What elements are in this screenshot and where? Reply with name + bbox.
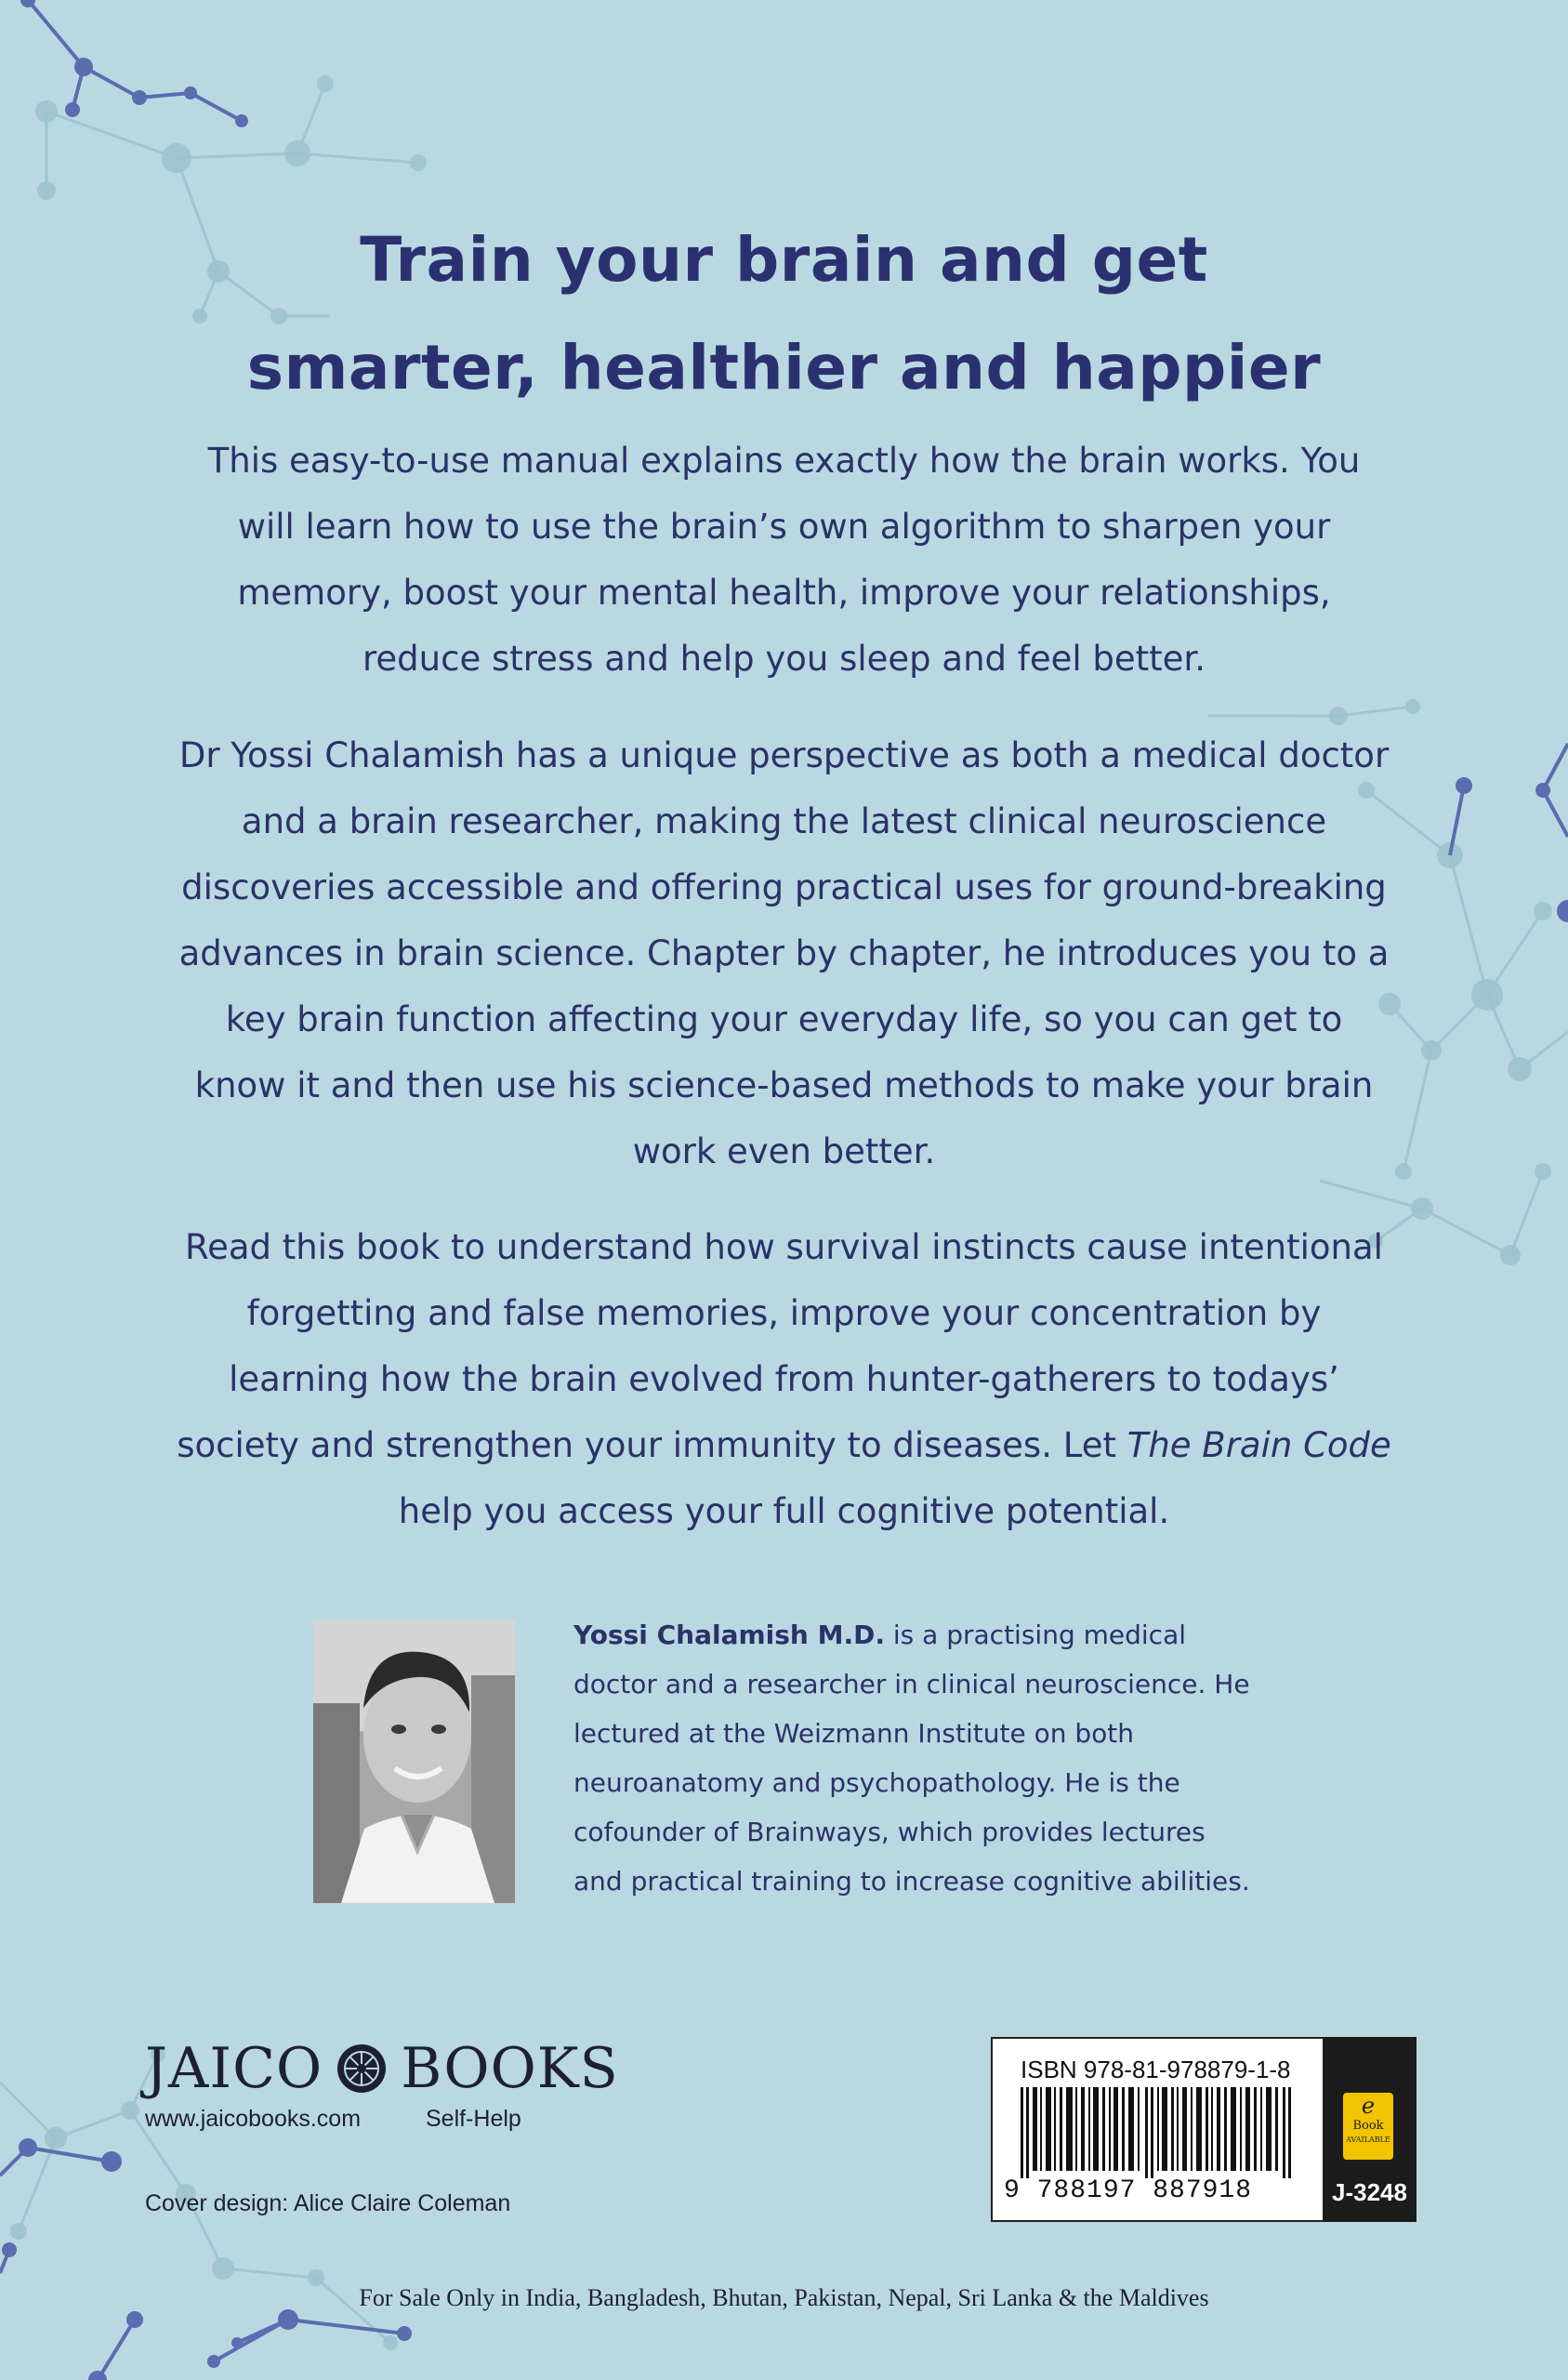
author-photo [313,1620,515,1903]
headline [186,206,1382,422]
description-paragraph-3 [177,1214,1391,1544]
publisher-emblem-icon [336,2043,388,2095]
ebook-badge-e: e [1361,2093,1376,2119]
ebook-badge-book: Book [1352,2119,1384,2133]
barcode-icon [1021,2087,1299,2178]
publisher-name-left: JAICO [145,2036,323,2101]
description-paragraph-1: This easy-to-use manual explains exactly how the brain works. You will learn how to use the brain’s own algorithm to sharpen your memory, boost your mental health, improve your relationships, reduce stress and help you sleep and feel better. [207,441,1361,679]
paragraph-3-text: Read this book to understand how survival instincts cause intentional forgetting and false memories, improve your concentration by learning how the brain evolved from hunter-gatherers to todays’ society and strengthen your immunity to diseases. Let [177,1227,1383,1465]
sale-territory-notice: For Sale Only in India, Bangladesh, Bhutan, Pakistan, Nepal, Sri Lanka & the Maldives [359,2284,1209,2311]
ebook-badge-available: AVAILABLE [1346,2135,1390,2144]
author-bio-text: is a practising medical doctor and a researcher in clinical neuroscience. He lectured at the Weizmann Institute on both neuroanatomy and psychopathology. He is the cofounder of Brainways, which provides lectures and practical training to increase cognitive abilities. [573,1620,1250,1897]
description-paragraph-2: Dr Yossi Chalamish has a unique perspective as both a medical doctor and a brain researcher, making the latest clinical neuroscience discoveries accessible and offering practical uses for ground-breaking advances in brain science. Chapter by chapter, he introduces you to a key brain function affecting your everyday life, so you can get to know it and then use his science-based methods to make your brain work even better. [178,735,1390,1171]
genre-label: Self-Help [426,2106,521,2132]
author-bio [573,1610,1261,1906]
ebook-panel [1323,2037,1416,2222]
paragraph-3-tail: help you access your full cognitive potential. [398,1491,1170,1531]
publisher-logo [145,2036,619,2101]
author-name: Yossi Chalamish M.D. [573,1620,885,1650]
isbn-barcode [991,2037,1326,2222]
isbn-number: ISBN 978-81-978879-1-8 [1021,2056,1291,2083]
publisher-website[interactable]: www.jaicobooks.com [145,2106,362,2132]
barcode-digits: 9 788197 887918 [1004,2176,1253,2205]
catalog-code: J-3248 [1332,2178,1407,2206]
headline-line-2: smarter, healthier and happier [246,332,1322,403]
book-title: The Brain Code [1127,1425,1391,1465]
headline-line-1: Train your brain and get [360,224,1208,296]
cover-design-credit: Cover design: Alice Claire Coleman [145,2190,511,2216]
publisher-name-right: BOOKS [401,2036,619,2101]
ebook-available-icon [1343,2093,1393,2160]
